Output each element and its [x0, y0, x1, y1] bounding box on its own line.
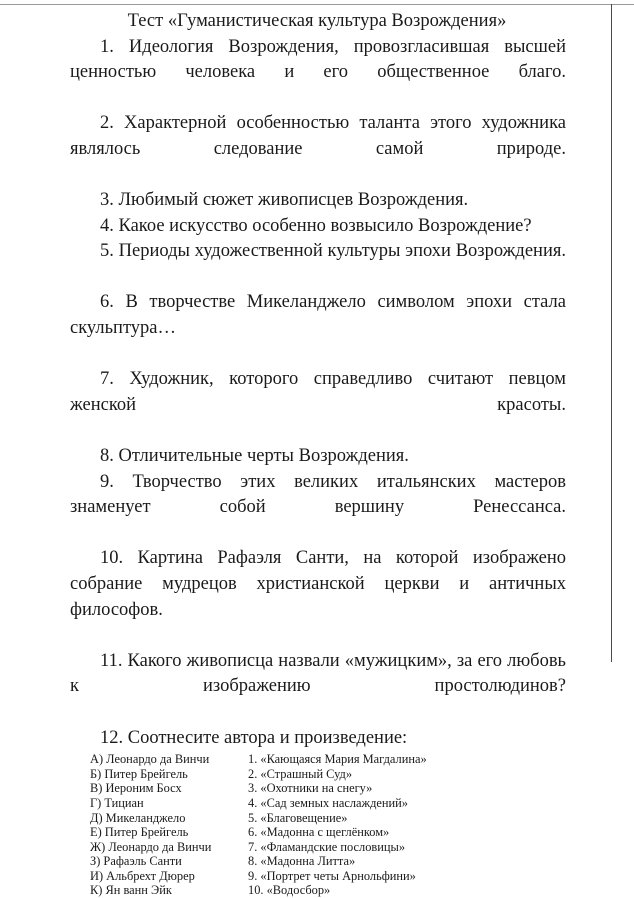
question-item: 1. Идеология Возрождения, провозгласившая высшей ценностью человека и его общественное благо. — [70, 36, 566, 83]
matching-work: 6. «Мадонна с щеглёнком» — [248, 825, 390, 840]
matching-author: А) Леонардо да Винчи — [90, 752, 210, 767]
question-item: 7. Художник, которого справедливо считают певцом женской красоты. — [70, 369, 566, 415]
matching-author: Д) Микеланджело — [90, 810, 186, 825]
question-item: 6. В творчестве Микеланджело символом эпохи стала скульптура… — [70, 292, 566, 339]
matching-work: 3. «Охотники на снегу» — [248, 781, 373, 796]
matching-author: Б) Питер Брейгель — [90, 766, 188, 781]
table-row — [90, 811, 548, 826]
matching-author: К) Ян ванн Эйк — [90, 883, 172, 898]
table-row — [90, 781, 548, 796]
matching-work: 7. «Фламандские пословицы» — [248, 839, 406, 854]
question-item: 5. Периоды художественной культуры эпохи Возрождения. — [100, 241, 566, 262]
matching-work: 5. «Благовещение» — [248, 810, 348, 825]
table-row — [90, 767, 548, 782]
matching-work: 2. «Страшный Суд» — [248, 766, 353, 781]
table-row — [90, 796, 548, 811]
matching-author: Е) Питер Брейгель — [90, 825, 189, 840]
matching-table — [90, 752, 548, 898]
question-list — [70, 35, 566, 726]
question-item: 10. Картина Рафаэля Санти, на которой изображено собрание мудрецов христианской церкви и античных философов. — [70, 548, 566, 620]
matching-work: 10. «Водосбор» — [248, 883, 331, 898]
matching-work: 8. «Мадонна Литта» — [248, 854, 356, 869]
matching-author: Ж) Леонардо да Винчи — [90, 839, 212, 854]
table-row — [90, 869, 548, 884]
table-row — [90, 825, 548, 840]
table-row — [90, 883, 548, 898]
question-item: 3. Любимый сюжет живописцев Возрождения. — [100, 190, 469, 211]
matching-work: 9. «Портрет четы Арнольфини» — [248, 868, 416, 883]
question-item: 4. Какое искусство особенно возвысило Возрождение? — [100, 215, 532, 236]
table-row — [90, 752, 548, 767]
matching-author: В) Иероним Босх — [90, 781, 182, 796]
question-item: 8. Отличительные черты Возрождения. — [100, 446, 409, 466]
matching-author: И) Альбрехт Дюрер — [90, 868, 195, 883]
question-item: 2. Характерной особенностью таланта этого художника являлось следование самой природе. — [70, 113, 566, 159]
question-item: 9. Творчество этих великих итальянских мастеров знаменует собой вершину Ренессанса. — [70, 471, 566, 518]
page-title: Тест «Гуманистическая культура Возрождения» — [127, 11, 507, 31]
table-row — [90, 854, 548, 869]
matching-work: 4. «Сад земных наслаждений» — [248, 795, 409, 810]
matching-author: З) Рафаэль Санти — [90, 854, 182, 869]
matching-author: Г) Тициан — [90, 795, 144, 810]
question-item: 11. Какого живописца назвали «мужицким», за его любовь к изображению простолюдинов? — [70, 650, 566, 697]
matching-task-heading: 12. Соотнесите автора и произведение: — [100, 727, 408, 748]
matching-work: 1. «Кающаяся Мария Магдалина» — [248, 752, 427, 767]
table-row — [90, 840, 548, 855]
